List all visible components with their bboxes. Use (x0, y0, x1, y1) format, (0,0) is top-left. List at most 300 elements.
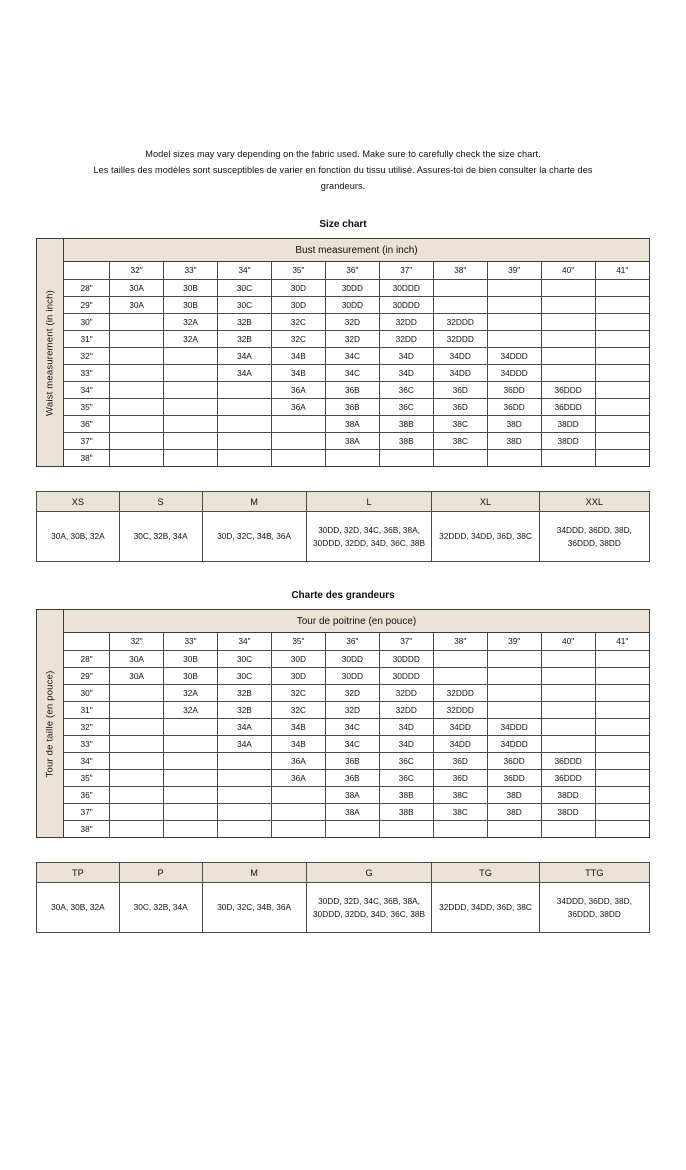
french-summary-value-row (37, 883, 650, 933)
french-matrix-cell: 36A (271, 752, 325, 769)
french-matrix-row (64, 735, 649, 752)
english-matrix-cell: 36D (433, 381, 487, 398)
english-size-matrix (36, 238, 650, 467)
french-summary-value: 30D, 32C, 34B, 36A (202, 883, 306, 933)
english-matrix-row (64, 415, 649, 432)
english-matrix-row (64, 279, 649, 296)
french-matrix-cell: 30B (164, 667, 218, 684)
french-matrix-cell: 36D (433, 752, 487, 769)
french-matrix-column-header: 41" (595, 633, 649, 650)
english-matrix-column-header (64, 262, 110, 279)
french-matrix-table (64, 633, 649, 837)
french-matrix-row (64, 786, 649, 803)
french-matrix-cell (110, 701, 164, 718)
french-matrix-cell (433, 820, 487, 837)
french-matrix-column-header: 36" (325, 633, 379, 650)
french-matrix-cell (595, 684, 649, 701)
french-summary-header: TTG (539, 863, 649, 883)
english-summary-table (36, 491, 650, 562)
english-matrix-cell (110, 432, 164, 449)
french-matrix-cell: 32DD (379, 701, 433, 718)
french-matrix-cell (164, 752, 218, 769)
english-matrix-cell: 32B (218, 330, 272, 347)
english-matrix-cell (595, 398, 649, 415)
french-matrix-row (64, 820, 649, 837)
french-matrix-cell: 38DD (541, 803, 595, 820)
english-vertical-axis-label (37, 239, 64, 466)
english-matrix-cell: 32DD (379, 313, 433, 330)
french-matrix-column-header: 37" (379, 633, 433, 650)
french-matrix-cell (541, 735, 595, 752)
english-matrix-cell: 34C (325, 364, 379, 381)
french-matrix-cell (487, 650, 541, 667)
french-matrix-column-header: 34" (218, 633, 272, 650)
french-matrix-cell (541, 820, 595, 837)
english-matrix-row (64, 296, 649, 313)
french-matrix-cell: 32DDD (433, 701, 487, 718)
french-matrix-cell: 30A (110, 650, 164, 667)
french-matrix-cell: 30DD (325, 650, 379, 667)
french-matrix-cell: 38C (433, 803, 487, 820)
english-matrix-cell (218, 432, 272, 449)
french-matrix-cell (110, 803, 164, 820)
french-matrix-cell: 32D (325, 701, 379, 718)
english-matrix-cell: 38DD (541, 415, 595, 432)
french-matrix-row (64, 701, 649, 718)
french-bust-band-header: Tour de poitrine (en pouce) (64, 610, 649, 633)
english-matrix-cell: 32DDD (433, 313, 487, 330)
french-matrix-cell: 30DDD (379, 667, 433, 684)
english-matrix-cell (218, 449, 272, 466)
english-matrix-cell: 32A (164, 330, 218, 347)
french-matrix-cell (541, 684, 595, 701)
french-matrix-cell (433, 650, 487, 667)
french-matrix-row-waist-label: 31" (64, 701, 110, 718)
french-matrix-cell (541, 701, 595, 718)
intro-line-french-1: Les tailles des modèles sont susceptibles de varier en fonction du tissu utilisé. Assures-toi de bien consulter la charte des (93, 165, 593, 175)
french-matrix-cell: 32B (218, 701, 272, 718)
english-matrix-cell (595, 347, 649, 364)
english-matrix-cell: 34DDD (487, 364, 541, 381)
french-matrix-column-header: 35" (271, 633, 325, 650)
english-matrix-cell (541, 347, 595, 364)
french-matrix-cell (164, 735, 218, 752)
english-matrix-cell: 36C (379, 398, 433, 415)
french-matrix-row (64, 684, 649, 701)
intro-paragraph (36, 146, 650, 194)
french-matrix-cell (595, 701, 649, 718)
english-matrix-cell (487, 313, 541, 330)
french-matrix-column-header: 40" (541, 633, 595, 650)
english-matrix-cell: 30C (218, 279, 272, 296)
english-matrix-cell (595, 364, 649, 381)
intro-line-french-2: grandeurs. (320, 181, 366, 191)
french-matrix-column-header: 32" (110, 633, 164, 650)
english-matrix-cell: 34DD (433, 364, 487, 381)
french-matrix-cell: 34C (325, 735, 379, 752)
english-matrix-cell (271, 449, 325, 466)
english-matrix-cell: 36D (433, 398, 487, 415)
french-matrix-row (64, 667, 649, 684)
english-summary-value: 30C, 32B, 34A (119, 512, 202, 562)
english-matrix-row (64, 381, 649, 398)
french-matrix-cell (164, 769, 218, 786)
french-matrix-cell (595, 735, 649, 752)
english-matrix-row (64, 432, 649, 449)
english-matrix-cell (218, 415, 272, 432)
english-matrix-cell (541, 296, 595, 313)
english-matrix-cell (110, 415, 164, 432)
english-matrix-cell (595, 296, 649, 313)
english-matrix-cell (595, 432, 649, 449)
english-matrix-cell (325, 449, 379, 466)
english-matrix-column-header: 40" (541, 262, 595, 279)
english-matrix-cell: 38B (379, 432, 433, 449)
english-matrix-cell: 34A (218, 364, 272, 381)
english-bust-band-header: Bust measurement (in inch) (64, 239, 649, 262)
english-matrix-cell: 36C (379, 381, 433, 398)
english-matrix-cell (541, 279, 595, 296)
french-matrix-cell (433, 667, 487, 684)
english-matrix-cell: 38C (433, 415, 487, 432)
french-matrix-cell: 30B (164, 650, 218, 667)
french-matrix-row-waist-label: 35" (64, 769, 110, 786)
english-matrix-cell (164, 398, 218, 415)
french-summary-header: TG (432, 863, 539, 883)
french-matrix-cell (110, 752, 164, 769)
english-matrix-cell: 36B (325, 381, 379, 398)
english-summary-value: 30D, 32C, 34B, 36A (202, 512, 306, 562)
french-matrix-cell: 30C (218, 650, 272, 667)
english-matrix-cell: 32DDD (433, 330, 487, 347)
english-summary-value: 32DDD, 34DD, 36D, 38C (432, 512, 539, 562)
english-matrix-cell (164, 449, 218, 466)
french-matrix-row-waist-label: 37" (64, 803, 110, 820)
english-matrix-cell: 32D (325, 330, 379, 347)
french-matrix-cell (541, 650, 595, 667)
english-matrix-column-header: 36" (325, 262, 379, 279)
french-matrix-cell: 36DDD (541, 769, 595, 786)
french-vertical-axis-label-text: Tour de taille (en pouce) (44, 670, 56, 777)
english-matrix-header-row (64, 262, 649, 279)
english-matrix-row (64, 449, 649, 466)
english-matrix-cell: 30A (110, 279, 164, 296)
french-matrix-header-row (64, 633, 649, 650)
english-matrix-cell (595, 313, 649, 330)
english-matrix-cell: 38A (325, 415, 379, 432)
french-matrix-cell: 36C (379, 769, 433, 786)
french-matrix-body (64, 650, 649, 837)
french-matrix-cell: 32DD (379, 684, 433, 701)
english-summary-header: S (119, 492, 202, 512)
french-matrix-cell: 38B (379, 786, 433, 803)
french-matrix-cell (164, 718, 218, 735)
french-summary-value: 30A, 30B, 32A (37, 883, 120, 933)
english-summary-value: 30A, 30B, 32A (37, 512, 120, 562)
english-matrix-cell: 30A (110, 296, 164, 313)
french-matrix-row (64, 650, 649, 667)
english-vertical-axis-label-text: Waist measurement (in inch) (44, 289, 56, 416)
english-matrix-cell (433, 449, 487, 466)
english-matrix-column-header: 34" (218, 262, 272, 279)
french-matrix-cell: 36D (433, 769, 487, 786)
french-matrix-cell: 30DD (325, 667, 379, 684)
french-matrix-row-waist-label: 38" (64, 820, 110, 837)
french-matrix-cell (218, 786, 272, 803)
english-matrix-cell (110, 364, 164, 381)
french-matrix-cell (595, 650, 649, 667)
english-matrix-row-waist-label: 33" (64, 364, 110, 381)
french-matrix-cell: 34DDD (487, 735, 541, 752)
english-matrix-column-header: 35" (271, 262, 325, 279)
french-matrix-cell (164, 786, 218, 803)
french-matrix-cell (595, 769, 649, 786)
french-matrix-row (64, 718, 649, 735)
french-matrix-cell: 34A (218, 718, 272, 735)
french-matrix-cell: 30A (110, 667, 164, 684)
french-matrix-column-header: 38" (433, 633, 487, 650)
english-matrix-column-header: 33" (164, 262, 218, 279)
english-matrix-row-waist-label: 31" (64, 330, 110, 347)
french-matrix-cell (110, 786, 164, 803)
english-matrix-body (64, 279, 649, 466)
english-matrix-cell (110, 313, 164, 330)
english-matrix-cell: 32B (218, 313, 272, 330)
english-matrix-cell: 30B (164, 296, 218, 313)
french-matrix-cell (110, 820, 164, 837)
french-matrix-cell: 34B (271, 718, 325, 735)
english-summary-header: XXL (539, 492, 649, 512)
french-matrix-cell: 34D (379, 735, 433, 752)
french-matrix-cell: 36DD (487, 752, 541, 769)
english-matrix-cell (271, 415, 325, 432)
english-matrix-cell: 30DDD (379, 296, 433, 313)
english-summary-value: 30DD, 32D, 34C, 36B, 38A, 30DDD, 32DD, 34D, 36C, 38B (306, 512, 432, 562)
english-matrix-cell (541, 313, 595, 330)
english-matrix-cell (218, 381, 272, 398)
french-matrix-cell (271, 820, 325, 837)
french-matrix-cell (595, 820, 649, 837)
french-matrix-cell (595, 803, 649, 820)
english-matrix-row-waist-label: 28" (64, 279, 110, 296)
english-summary-header: XS (37, 492, 120, 512)
french-matrix-column-header (64, 633, 110, 650)
english-matrix-cell (164, 364, 218, 381)
french-summary-value: 32DDD, 34DD, 36D, 38C (432, 883, 539, 933)
english-matrix-cell: 34DD (433, 347, 487, 364)
french-matrix-cell: 30D (271, 650, 325, 667)
french-matrix-cell (218, 769, 272, 786)
french-matrix-cell (164, 803, 218, 820)
french-matrix-cell (595, 667, 649, 684)
english-matrix-table (64, 262, 649, 466)
english-matrix-cell (541, 449, 595, 466)
english-matrix-cell (433, 296, 487, 313)
english-matrix-cell: 32C (271, 330, 325, 347)
english-matrix-cell (595, 330, 649, 347)
french-matrix-cell: 38B (379, 803, 433, 820)
english-matrix-cell: 38D (487, 432, 541, 449)
english-matrix-cell (595, 415, 649, 432)
english-matrix-cell: 34DDD (487, 347, 541, 364)
english-matrix-cell: 32D (325, 313, 379, 330)
french-summary-header: TP (37, 863, 120, 883)
english-matrix-column-header: 41" (595, 262, 649, 279)
english-matrix-cell: 38A (325, 432, 379, 449)
english-matrix-row-waist-label: 38" (64, 449, 110, 466)
french-matrix-row (64, 769, 649, 786)
english-section-title: Size chart (319, 219, 367, 230)
french-matrix-row-waist-label: 32" (64, 718, 110, 735)
french-matrix-cell (110, 735, 164, 752)
english-matrix-column-header: 32" (110, 262, 164, 279)
french-summary-value: 34DDD, 36DD, 38D, 36DDD, 38DD (539, 883, 649, 933)
french-matrix-cell (487, 667, 541, 684)
english-matrix-cell: 36A (271, 381, 325, 398)
english-summary-header-row (37, 492, 650, 512)
french-matrix-cell: 32A (164, 701, 218, 718)
french-matrix-cell: 34DD (433, 735, 487, 752)
english-matrix-cell: 36DD (487, 381, 541, 398)
french-summary-header-row (37, 863, 650, 883)
french-matrix-cell (379, 820, 433, 837)
english-matrix-column-header: 38" (433, 262, 487, 279)
french-summary-header: G (306, 863, 432, 883)
english-matrix-cell (487, 449, 541, 466)
french-matrix-row-waist-label: 34" (64, 752, 110, 769)
french-matrix-row (64, 803, 649, 820)
french-matrix-cell (595, 752, 649, 769)
english-matrix-cell (433, 279, 487, 296)
english-matrix-cell: 34C (325, 347, 379, 364)
french-matrix-cell: 32C (271, 684, 325, 701)
english-matrix-cell (110, 347, 164, 364)
english-summary-value-row (37, 512, 650, 562)
english-matrix-cell (541, 364, 595, 381)
french-matrix-cell: 34C (325, 718, 379, 735)
english-matrix-cell (164, 347, 218, 364)
french-matrix-cell (487, 701, 541, 718)
french-section-title: Charte des grandeurs (291, 590, 395, 601)
french-matrix-cell: 30D (271, 667, 325, 684)
french-matrix-cell (487, 684, 541, 701)
english-matrix-row-waist-label: 36" (64, 415, 110, 432)
english-matrix-cell: 30D (271, 296, 325, 313)
english-matrix-cell (110, 381, 164, 398)
english-matrix-cell: 32A (164, 313, 218, 330)
english-matrix-cell: 30DD (325, 279, 379, 296)
english-matrix-cell (487, 330, 541, 347)
french-matrix-cell (218, 803, 272, 820)
english-matrix-cell (110, 330, 164, 347)
french-matrix-cell: 32D (325, 684, 379, 701)
english-matrix-cell: 38DD (541, 432, 595, 449)
french-matrix-row-waist-label: 28" (64, 650, 110, 667)
french-matrix-cell (218, 752, 272, 769)
french-summary-table (36, 862, 650, 933)
english-matrix-column-header: 39" (487, 262, 541, 279)
english-matrix-cell: 30DD (325, 296, 379, 313)
english-matrix-cell: 34A (218, 347, 272, 364)
english-matrix-cell: 34D (379, 347, 433, 364)
english-matrix-row (64, 347, 649, 364)
english-matrix-cell: 32C (271, 313, 325, 330)
french-matrix-cell (110, 718, 164, 735)
english-matrix-cell (595, 381, 649, 398)
french-matrix-cell: 38C (433, 786, 487, 803)
english-matrix-cell: 36DDD (541, 398, 595, 415)
french-matrix-row-waist-label: 36" (64, 786, 110, 803)
french-matrix-cell: 36DDD (541, 752, 595, 769)
english-matrix-cell (218, 398, 272, 415)
french-matrix-cell (164, 820, 218, 837)
french-summary-value: 30C, 32B, 34A (119, 883, 202, 933)
french-matrix-cell (595, 786, 649, 803)
french-summary-header: P (119, 863, 202, 883)
french-matrix-cell: 38A (325, 803, 379, 820)
english-matrix-cell: 36DD (487, 398, 541, 415)
english-matrix-row (64, 330, 649, 347)
french-matrix-cell (541, 718, 595, 735)
french-matrix-cell: 36C (379, 752, 433, 769)
french-matrix-column-header: 39" (487, 633, 541, 650)
english-matrix-row-waist-label: 35" (64, 398, 110, 415)
french-matrix-cell (487, 820, 541, 837)
english-matrix-cell: 38D (487, 415, 541, 432)
french-matrix-cell: 36B (325, 752, 379, 769)
english-matrix-row-waist-label: 30" (64, 313, 110, 330)
english-matrix-cell (110, 398, 164, 415)
english-summary-header: L (306, 492, 432, 512)
french-matrix-cell: 30DDD (379, 650, 433, 667)
french-matrix-cell: 34A (218, 735, 272, 752)
french-matrix-cell: 34DD (433, 718, 487, 735)
english-matrix-cell: 32DD (379, 330, 433, 347)
french-matrix-cell: 38A (325, 786, 379, 803)
french-matrix-cell: 36B (325, 769, 379, 786)
english-matrix-cell (541, 330, 595, 347)
french-summary-header: M (202, 863, 306, 883)
french-matrix-cell (271, 803, 325, 820)
french-matrix-cell (110, 684, 164, 701)
french-matrix-row-waist-label: 30" (64, 684, 110, 701)
french-matrix-cell (595, 718, 649, 735)
english-matrix-row-waist-label: 37" (64, 432, 110, 449)
english-matrix-cell (379, 449, 433, 466)
english-matrix-cell: 38C (433, 432, 487, 449)
english-matrix-cell (271, 432, 325, 449)
english-summary-value: 34DDD, 36DD, 38D, 36DDD, 38DD (539, 512, 649, 562)
french-matrix-cell: 34B (271, 735, 325, 752)
french-matrix-cell: 36A (271, 769, 325, 786)
english-matrix-row-waist-label: 32" (64, 347, 110, 364)
french-matrix-cell (110, 769, 164, 786)
english-matrix-cell (164, 415, 218, 432)
french-vertical-axis-label (37, 610, 64, 837)
intro-line-english: Model sizes may vary depending on the fabric used. Make sure to carefully check the size chart. (145, 149, 541, 159)
french-summary-value: 30DD, 32D, 34C, 36B, 38A, 30DDD, 32DD, 34D, 36C, 38B (306, 883, 432, 933)
english-matrix-cell: 30C (218, 296, 272, 313)
french-matrix-row-waist-label: 33" (64, 735, 110, 752)
english-matrix-cell: 30DDD (379, 279, 433, 296)
french-matrix-cell: 34DDD (487, 718, 541, 735)
english-matrix-cell (487, 296, 541, 313)
french-matrix-row-waist-label: 29" (64, 667, 110, 684)
english-matrix-cell: 34B (271, 347, 325, 364)
english-matrix-column-header: 37" (379, 262, 433, 279)
english-matrix-row (64, 398, 649, 415)
french-matrix-cell: 32C (271, 701, 325, 718)
